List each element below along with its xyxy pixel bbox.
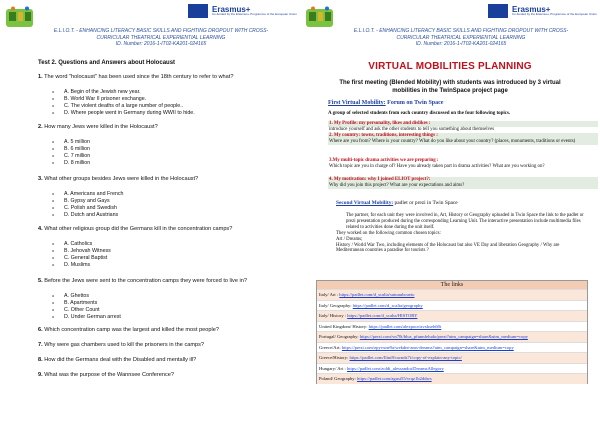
answer-option[interactable]: o A. Begin of the Jewish new year.: [52, 89, 141, 95]
question-7: [38, 342, 290, 349]
answer-option[interactable]: o B. World War II prisoner exchange.: [52, 96, 147, 102]
quiz-title: Test 2. Questions and Answers about Holocaust: [38, 60, 176, 66]
answer-option[interactable]: o B. Gypsy and Gays: [52, 198, 110, 204]
options-3: [52, 190, 282, 218]
topic-body: introduce yourself and ask the other students to tell you something about themselves: [329, 126, 495, 132]
topic-1: [328, 121, 598, 133]
second-mobility-label: Second Virtual Mobility:: [336, 200, 394, 206]
question-number: 8.: [38, 357, 43, 363]
project-header: [36, 28, 286, 48]
eliot-logo-icon: [305, 6, 335, 30]
link-row: Greece/History: https://padlet.com/Ilini8/curndz7t/copy-of-explain-any-topic/: [317, 352, 587, 363]
question-number: 1.: [38, 74, 43, 80]
question-text: What other groups besides Jews were killed in the Holocaust?: [44, 176, 199, 182]
topic-heading: 4. My motivation: why I joined ELIOT project?:: [328, 177, 598, 183]
link-url[interactable]: https://prezi.com/vn70t/blus_pfunnfeludo/prezi?utm_campaign=share&utm_medium=copy: [359, 334, 528, 339]
paragraph-text: Art / Dreams;: [336, 236, 363, 242]
link-row: Italy/ History : https://padlet.com/d_scalia/HISTORY: [317, 310, 587, 321]
topic-3: [328, 158, 598, 170]
first-mobility-label: First Virtual Mobility:: [328, 100, 386, 106]
first-mobility-sub: A group of selected students from each country discussed on the four following topics.: [328, 111, 511, 116]
header-line: E.L.I.O.T. - ENHANCING LITERACY BASIC SKILLS AND FIGHTING DROPOUT WITH CROSS-: [353, 28, 569, 34]
answer-option[interactable]: o B. Jehovah Witness: [52, 248, 111, 254]
question-number: 9.: [38, 372, 43, 378]
topic-2: [328, 133, 598, 145]
answer-option[interactable]: o C. Polish and Swedish: [52, 205, 117, 211]
question-number: 4.: [38, 226, 43, 232]
eu-flag-icon: [488, 4, 508, 18]
link-row: Greece/Art: https://prezi.com/zpyvxne9a/wekdnt-ams-dreams?utm_campaign=share&utm_medium=copy: [317, 342, 587, 353]
answer-option[interactable]: o D. Dutch and Austrians: [52, 212, 119, 218]
link-url[interactable]: https://prezi.com/zpyvxne9a/wekdnt-ams-dreams?utm_campaign=share&utm_medium=copy: [341, 344, 514, 350]
paragraph-text: They worked on the following common chosen topics:: [336, 230, 441, 236]
question-text: Which concentration camp was the largest and killed the most people?: [44, 327, 219, 333]
answer-option[interactable]: o D. Muslims: [52, 262, 91, 268]
first-mobility-heading: [328, 100, 443, 106]
topic-body: Why did you join this project? What are your expectations and aims?: [328, 183, 598, 189]
options-1: [52, 88, 282, 116]
question-number: 6.: [38, 327, 43, 333]
answer-option[interactable]: o A. 5 million: [52, 139, 90, 145]
question-6: [38, 327, 290, 334]
second-mobility-paragraph: [336, 213, 586, 254]
question-text: What other religious group did the Germans kill in the concentration camps?: [44, 226, 233, 232]
answer-option[interactable]: o B. Apartments: [52, 300, 98, 306]
question-text: How many Jews were killed in the Holocaust?: [44, 124, 158, 130]
question-number: 2.: [38, 124, 43, 130]
topic-heading: 1. My Profile: my personality, likes and dislikes :: [328, 121, 598, 127]
link-url[interactable]: https://padlet.com/Ilini8/curndz7t/copy-of-explain-any-topic/: [349, 355, 462, 360]
first-mobility-desc: Forum on Twin Space: [385, 100, 444, 106]
options-2: [52, 138, 282, 166]
links-table: [316, 280, 588, 384]
question-1: [38, 74, 290, 81]
link-url[interactable]: https://padlet.com/d_scalia/HISTORY: [347, 313, 418, 318]
erasmus-subtext: Co-funded by the Erasmus+ Programme of the European Union: [512, 12, 597, 16]
answer-option[interactable]: o A. Catholics: [52, 241, 93, 247]
answer-option[interactable]: o A. Ghettos: [52, 293, 90, 299]
answer-option[interactable]: o D. 8 million: [52, 160, 91, 166]
links-body: [317, 289, 587, 384]
header-line: E.L.I.O.T. - ENHANCING LITERACY BASIC SKILLS AND FIGHTING DROPOUT WITH CROSS-: [53, 28, 269, 34]
paragraph-text: History / World War Two, including elements of the Holocaust but also VE Day and liberation Geography / Why are Mediterranean countries a paradise for tourists ?: [336, 242, 560, 254]
link-row: Portugal/ Geography: https://prezi.com/vn70t/blus_pfunnfeludo/prezi?utm_campaign=share&utm_medium=copy: [317, 331, 587, 342]
header-line: CURRICULAR THEATRICAL EXPERIENTIAL LEARNING: [96, 34, 226, 41]
question-5: [38, 278, 290, 285]
planning-title: VIRTUAL MOBILITIES PLANNING: [368, 61, 532, 72]
topic-body: Which topic are you in charge of? Have you already taken part in drama activities? What are you working on?: [329, 163, 545, 169]
link-url[interactable]: https://padlet.com/agusi55/vrqz1b2ddsrs: [357, 376, 432, 381]
answer-option[interactable]: o C. General Baptist: [52, 255, 108, 261]
answer-option[interactable]: o C. The violent deaths of a large number of people..: [52, 103, 184, 109]
project-header: [336, 28, 586, 48]
link-row: Italy/ Geography: https://padlet.com/d_scalia/geography: [317, 300, 587, 311]
topic-4: [328, 177, 598, 189]
eu-flag-logo: [488, 4, 597, 18]
eu-flag-logo: [188, 4, 297, 18]
links-title: The links: [317, 281, 587, 289]
question-text: What was the purpose of the Wannsee Conference?: [44, 372, 175, 378]
options-4: [52, 240, 282, 268]
question-2: [38, 124, 290, 131]
question-text: Before the Jews were sent to the concentration camps they were forced to live in?: [44, 278, 247, 284]
question-number: 7.: [38, 342, 43, 348]
link-row: Italy/ Art : https://padlet.com/d_scalia/sutunubcueio: [317, 289, 587, 300]
second-mobility-desc: padlet or prezi in Twin Space: [393, 200, 458, 206]
header-line: ID. Number: 2016-1-IT02-KA201-024165: [115, 41, 207, 47]
erasmus-label: Erasmus+: [212, 5, 251, 14]
link-row: Poland/ Geography: https://padlet.com/agusi55/vrqz1b2ddsrs: [317, 373, 587, 384]
question-3: [38, 176, 290, 183]
question-text: How did the Germans deal with the Disabled and mentally ill?: [44, 357, 197, 363]
link-url[interactable]: https://padlet.com/zoldi_alessandra/DreamsAllegory: [346, 365, 444, 371]
eliot-logo-icon: [5, 6, 35, 30]
erasmus-label: Erasmus+: [512, 5, 551, 14]
second-mobility-heading: [336, 200, 458, 206]
answer-option[interactable]: o A. Americans and French: [52, 191, 124, 197]
options-5: [52, 292, 282, 320]
erasmus-subtext: Co-funded by the Erasmus+ Programme of the European Union: [212, 12, 297, 16]
answer-option[interactable]: o B. 6 million: [52, 146, 90, 152]
planning-intro: The first meeting (Blended Mobility) with students was introduced by 3 virtual mobilities in the TwinSpace project page: [339, 80, 561, 94]
answer-option[interactable]: o D. Where people went in Germany during WWII to hide.: [52, 110, 195, 116]
question-text: Why were gas chambers used to kill the prisoners in the camps?: [44, 342, 205, 348]
answer-option[interactable]: o C. Other Count: [52, 307, 100, 313]
question-number: 5.: [38, 278, 43, 284]
link-row: United Kingdom/ History: https://padlet.com/alexpoor/avxkseh60t: [317, 321, 587, 332]
topic-heading: 3.My multi-topic drama activities we are preparing :: [329, 158, 439, 163]
link-url[interactable]: https://padlet.com/alexpoor/avxkseh60t: [368, 323, 442, 329]
answer-option[interactable]: o D. Under German arrest: [52, 314, 121, 320]
question-4: [38, 226, 290, 233]
question-number: 3.: [38, 176, 43, 182]
header-line: CURRICULAR THEATRICAL EXPERIENTIAL LEARNING: [396, 34, 526, 41]
topic-body: Where are you from? Where is your country? What do you like about your country? (places, monuments, traditions or events): [328, 139, 598, 145]
eu-flag-icon: [188, 4, 208, 18]
question-9: [38, 372, 290, 379]
paragraph-text: The partner, for each unit they were involved in, Art, History or Geography uploaded in Twin Space the link to the padlet or prezi presentation produced during the corresponding Learning Unit. The interactive presentation include multimedia files related to activities done during the unit itself.: [346, 213, 584, 230]
link-row: Hungary/ Art : https://padlet.com/zoldi_alessandra/DreamsAllegory: [317, 363, 587, 374]
header-line: ID. Number: 2016-1-IT02-KA201-024165: [415, 41, 507, 47]
answer-option[interactable]: o C. 7 million: [52, 153, 91, 159]
topic-heading: 2. My country: towns, traditions, interesting things :: [328, 133, 598, 139]
question-8: [38, 357, 290, 364]
question-text: The word "holocaust" has been used since the 18th century to refer to what?: [44, 74, 234, 80]
link-url[interactable]: https://padlet.com/d_scalia/geography: [352, 302, 423, 308]
link-url[interactable]: https://padlet.com/d_scalia/sutunubcueio: [339, 292, 415, 297]
